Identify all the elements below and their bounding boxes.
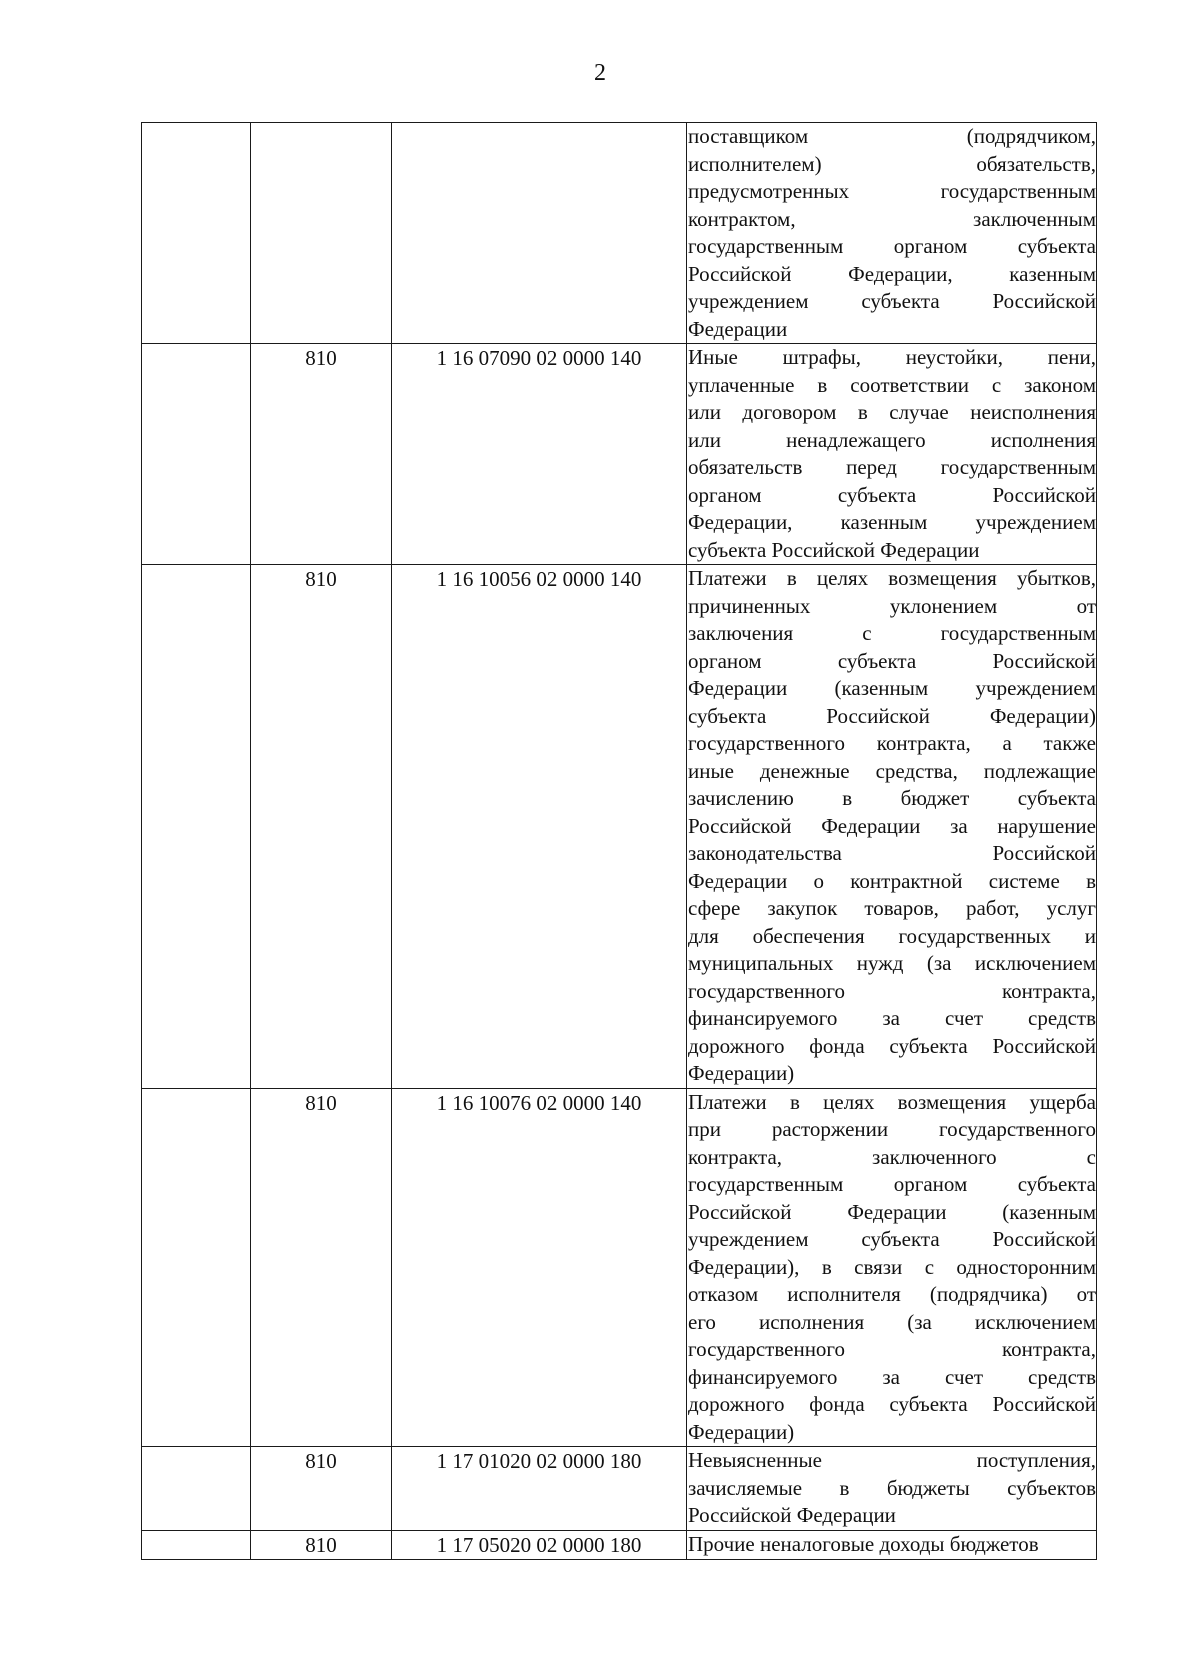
row-number-cell <box>142 565 251 1089</box>
row-number-cell <box>142 1447 251 1531</box>
description-line: государственного контракта, а также <box>688 731 1096 755</box>
description-line: Прочие неналоговые доходы бюджетов <box>688 1531 1039 1556</box>
description-line: субъекта Российской Федерации) <box>688 703 1096 728</box>
description-line: дорожного фонда субъекта Российской <box>688 1033 1096 1058</box>
administrator-code-cell: 810 <box>251 1530 392 1560</box>
description-line: заключения с государственным <box>688 621 1096 645</box>
revenue-description-cell <box>687 1530 1097 1560</box>
description-line: исполнителем) обязательств, <box>688 151 1096 176</box>
budget-classification-code-cell: 1 16 10056 02 0000 140 <box>392 565 687 1089</box>
description-line: органом субъекта Российской <box>688 482 1096 507</box>
description-line: Российской Федерации за нарушение <box>688 813 1096 838</box>
description-line: органом субъекта Российской <box>688 648 1096 673</box>
administrator-code-cell: 810 <box>251 1088 392 1447</box>
page-number: 2 <box>594 60 606 86</box>
description-line: контракта, заключенного с <box>688 1144 1096 1169</box>
description-line: Федерации) <box>688 1419 795 1444</box>
description-line: субъекта Российской Федерации <box>688 537 980 562</box>
description-line: для обеспечения государственных и <box>688 923 1096 948</box>
table-row <box>142 1088 1097 1447</box>
table-row <box>142 565 1097 1089</box>
administrator-code-cell <box>251 123 392 344</box>
description-line: Федерации (казенным учреждением <box>688 676 1096 700</box>
budget-classification-code-cell: 1 17 01020 02 0000 180 <box>392 1447 687 1531</box>
table-row <box>142 1447 1097 1531</box>
description-line: Федерации, казенным учреждением <box>688 510 1096 534</box>
revenue-description-cell <box>687 1088 1097 1447</box>
description-line: контрактом, заключенным <box>688 206 1096 231</box>
description-line: его исполнения (за исключением <box>688 1309 1096 1334</box>
description-line: зачислению в бюджет субъекта <box>688 786 1096 810</box>
description-line: государственным органом субъекта <box>688 1172 1096 1196</box>
description-line: отказом исполнителя (подрядчика) от <box>688 1282 1096 1306</box>
table-body <box>142 123 1097 1560</box>
description-line: Федерации), в связи с односторонним <box>688 1254 1096 1279</box>
description-line: или договором в случае неисполнения <box>688 400 1096 424</box>
description-line: Российской Федерации (казенным <box>688 1199 1096 1224</box>
description-line: или ненадлежащего исполнения <box>688 427 1096 452</box>
description-line: Российской Федерации <box>688 1503 896 1527</box>
table-row <box>142 344 1097 565</box>
budget-classification-code-cell: 1 16 07090 02 0000 140 <box>392 344 687 565</box>
row-number-cell <box>142 1088 251 1447</box>
description-line: Невыясненные поступления, <box>688 1448 1096 1472</box>
description-line: учреждением субъекта Российской <box>688 1227 1096 1251</box>
row-number-cell <box>142 344 251 565</box>
description-line: поставщиком (подрядчиком, <box>688 124 1096 148</box>
row-number-cell <box>142 1530 251 1560</box>
description-line: сфере закупок товаров, работ, услуг <box>688 896 1096 920</box>
revenue-description-cell <box>687 1447 1097 1531</box>
description-line: финансируемого за счет средств <box>688 1006 1096 1030</box>
description-line: государственного контракта, <box>688 1337 1096 1361</box>
description-line: при расторжении государственного <box>688 1117 1096 1141</box>
revenue-description-cell <box>687 123 1097 344</box>
administrator-code-cell: 810 <box>251 1447 392 1531</box>
description-line: Российской Федерации, казенным <box>688 261 1096 286</box>
description-line: дорожного фонда субъекта Российской <box>688 1392 1096 1416</box>
budget-classification-code-cell: 1 17 05020 02 0000 180 <box>392 1530 687 1560</box>
revenue-codes-table <box>141 122 1097 1560</box>
revenue-description-cell <box>687 344 1097 565</box>
description-line: государственным органом субъекта <box>688 234 1096 258</box>
table-row <box>142 123 1097 344</box>
description-line: Иные штрафы, неустойки, пени, <box>688 345 1096 369</box>
revenue-description-cell <box>687 565 1097 1089</box>
description-line: муниципальных нужд (за исключением <box>688 951 1096 975</box>
table-row <box>142 1530 1097 1560</box>
description-line: предусмотренных государственным <box>688 179 1096 203</box>
description-line: причиненных уклонением от <box>688 593 1096 618</box>
description-line: иные денежные средства, подлежащие <box>688 758 1096 783</box>
description-line: Федерации) <box>688 1061 795 1085</box>
description-line: Платежи в целях возмещения убытков, <box>688 566 1096 590</box>
description-line: уплаченные в соответствии с законом <box>688 372 1096 397</box>
description-line: зачисляемые в бюджеты субъектов <box>688 1475 1096 1500</box>
administrator-code-cell: 810 <box>251 565 392 1089</box>
description-line: государственного контракта, <box>688 978 1096 1003</box>
description-line: законодательства Российской <box>688 841 1096 865</box>
budget-classification-code-cell <box>392 123 687 344</box>
row-number-cell <box>142 123 251 344</box>
budget-classification-code-cell: 1 16 10076 02 0000 140 <box>392 1088 687 1447</box>
description-line: учреждением субъекта Российской <box>688 289 1096 313</box>
administrator-code-cell: 810 <box>251 344 392 565</box>
description-line: Платежи в целях возмещения ущерба <box>688 1089 1096 1114</box>
description-line: финансируемого за счет средств <box>688 1364 1096 1389</box>
description-line: Федерации <box>688 316 788 341</box>
description-line: Федерации о контрактной системе в <box>688 868 1096 893</box>
description-line: обязательств перед государственным <box>688 455 1096 479</box>
